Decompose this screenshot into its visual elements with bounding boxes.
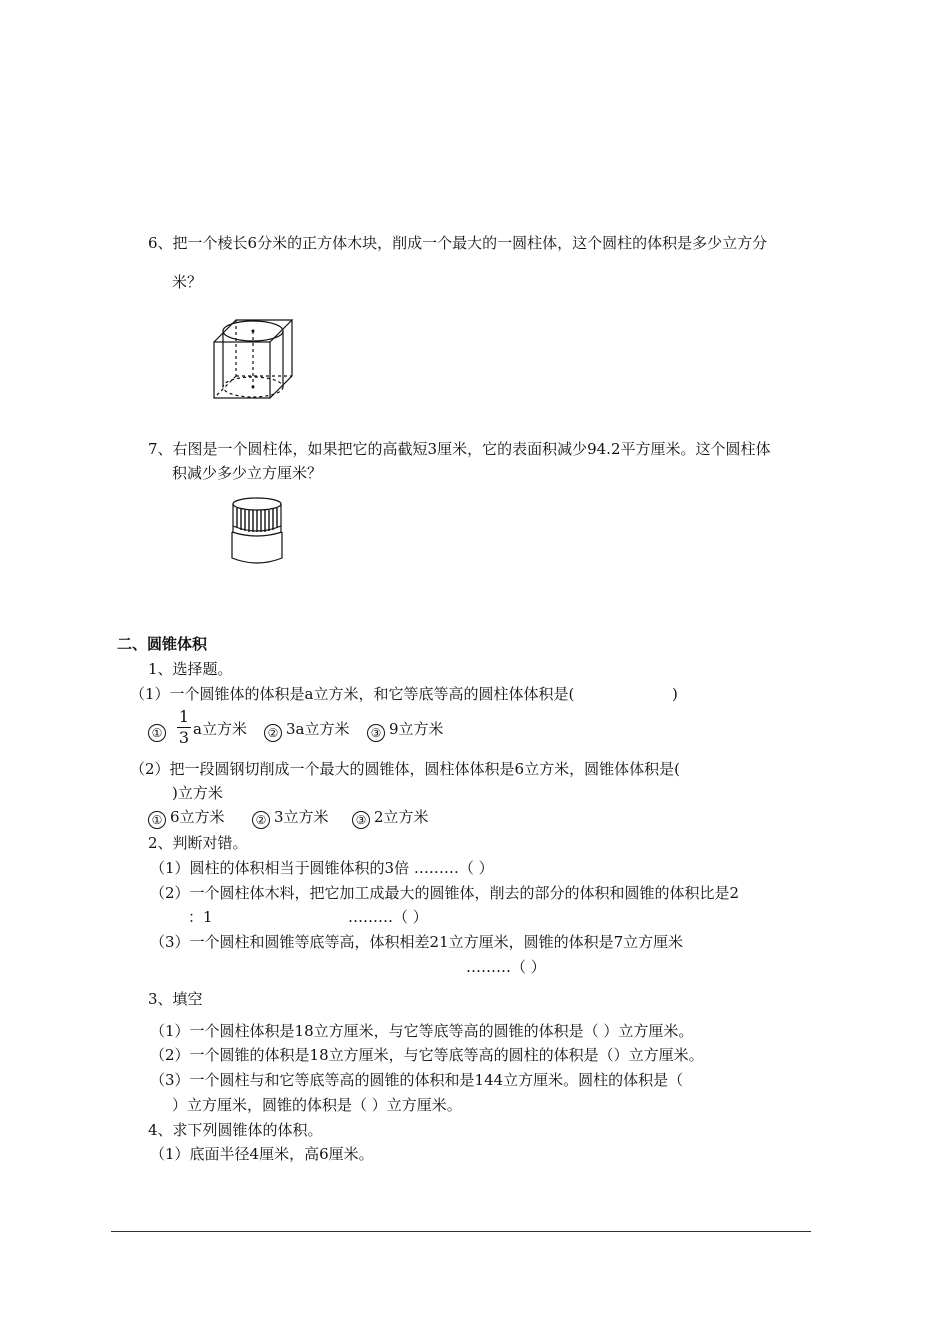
choice2-option1-marker: ① <box>148 811 170 829</box>
fraction-one-third <box>177 709 191 746</box>
cube-cylinder-figure <box>212 316 294 400</box>
choice1-close-paren: ) <box>672 685 678 703</box>
q7-line1: 7、右图是一个圆柱体，如果把它的高截短3厘米，它的表面积减少94.2平方厘米。这个圆柱体 <box>148 440 771 458</box>
choice1-option1-text: a立方米 <box>193 720 247 738</box>
choice2-option1-text: 6立方米 <box>170 808 225 826</box>
choice1-option1-marker: ① <box>148 724 170 742</box>
footer-rule <box>111 1231 811 1232</box>
calc-title: 4、求下列圆锥体的体积。 <box>148 1121 323 1139</box>
choice-title: 1、选择题。 <box>148 660 233 678</box>
judge-item-2: （2）一个圆柱体木料，把它加工成最大的圆锥体，削去的部分的体积和圆锥的体积比是2 <box>150 884 740 902</box>
choice2-option3-text: 2立方米 <box>374 808 429 826</box>
choice2-option2-marker: ② <box>252 811 274 829</box>
choice1-option3-text: 9立方米 <box>389 720 444 738</box>
fill-item-3: （3）一个圆柱与和它等底等高的圆锥的体积和是144立方厘米。圆柱的体积是（ <box>150 1071 684 1089</box>
fill-title: 3、填空 <box>148 990 203 1008</box>
choice2-stem-cont: )立方米 <box>172 784 223 802</box>
section2-title: 二、圆锥体积 <box>117 635 208 653</box>
calc-item-1: （1）底面半径4厘米，高6厘米。 <box>150 1145 374 1163</box>
choice1-option3-marker: ③ <box>367 724 389 742</box>
cylinder-jar-figure <box>228 496 286 568</box>
q6-line2: 米？ <box>172 273 203 291</box>
fill-item-3-cont: ）立方厘米，圆锥的体积是（ ）立方厘米。 <box>172 1096 462 1114</box>
choice2-stem: （2）把一段圆钢切削成一个最大的圆锥体，圆柱体体积是6立方米，圆锥体体积是( <box>130 760 680 778</box>
fill-item-2: （2）一个圆锥的体积是18立方厘米，与它等底等高的圆柱的体积是（）立方厘米。 <box>150 1046 704 1064</box>
judge-item-2-answer: ………（ ） <box>348 908 428 926</box>
fill-item-1: （1）一个圆柱体积是18立方厘米，与它等底等高的圆锥的体积是（ ）立方厘米。 <box>150 1022 694 1040</box>
choice2-option3-marker: ③ <box>352 811 374 829</box>
choice1-option2-marker: ② <box>264 724 286 742</box>
q6-line1: 6、把一个棱长6分米的正方体木块，削成一个最大的一圆柱体，这个圆柱的体积是多少立方分 <box>148 234 768 252</box>
q7-line2: 积减少多少立方厘米？ <box>172 464 323 482</box>
judge-item-2-ratio: ：1 <box>188 908 213 926</box>
judge-item-3-answer: ………（ ） <box>466 958 546 976</box>
judge-item-1: （1）圆柱的体积相当于圆锥体积的3倍 ………（ ） <box>150 859 494 877</box>
choice2-option2-text: 3立方米 <box>274 808 329 826</box>
fraction-denominator: 3 <box>178 728 190 747</box>
choice1-option2-text: 3a立方米 <box>286 720 350 738</box>
judge-item-3: （3）一个圆柱和圆锥等底等高，体积相差21立方厘米，圆锥的体积是7立方厘米 <box>150 933 684 951</box>
fraction-numerator: 1 <box>178 707 190 726</box>
choice1-stem: （1）一个圆锥体的体积是a立方米，和它等底等高的圆柱体体积是( <box>130 685 575 703</box>
judge-title: 2、判断对错。 <box>148 834 248 852</box>
